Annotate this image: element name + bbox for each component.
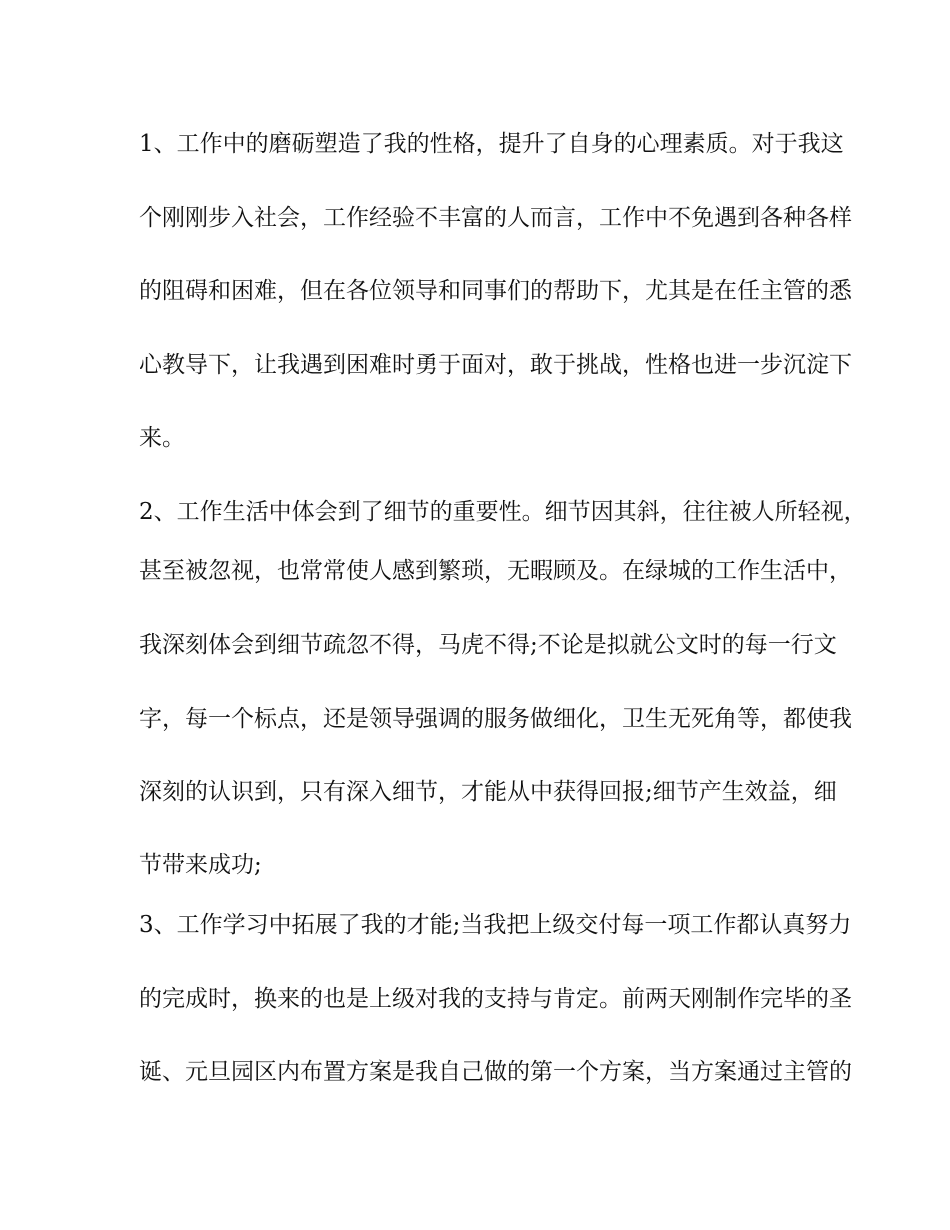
text-line: 个刚刚步入社会，工作经验不丰富的人而言，工作中不免遇到各种各样 [139,205,852,231]
text-line: 1、工作中的磨砺塑造了我的性格，提升了自身的心理素质。对于我这 [139,131,844,157]
text-line: 2、工作生活中体会到了细节的重要性。细节因其斜，往往被人所轻视， [139,499,867,525]
text-line: 的阻碍和困难，但在各位领导和同事们的帮助下，尤其是在任主管的悉 [139,278,852,304]
text-line: 字，每一个标点，还是领导强调的服务做细化，卫生无死角等，都使我 [139,706,852,732]
text-line: 的完成时，换来的也是上级对我的支持与肯定。前两天刚制作完毕的圣 [139,986,852,1012]
text-line: 我深刻体会到细节疏忽不得，马虎不得;不论是拟就公文时的每一行文 [139,632,837,658]
text-line: 来。 [139,425,185,451]
text-line: 3、工作学习中拓展了我的才能;当我把上级交付每一项工作都认真努力 [139,912,852,938]
text-line: 节带来成功; [139,852,262,878]
text-line: 诞、元旦园区内布置方案是我自己做的第一个方案，当方案通过主管的 [139,1059,852,1085]
text-line: 深刻的认识到，只有深入细节，才能从中获得回报;细节产生效益，细 [139,779,837,805]
text-line: 心教导下，让我遇到困难时勇于面对，敢于挑战，性格也进一步沉淀下 [139,352,852,378]
text-line: 甚至被忽视，也常常使人感到繁琐，无暇顾及。在绿城的工作生活中， [139,558,852,584]
